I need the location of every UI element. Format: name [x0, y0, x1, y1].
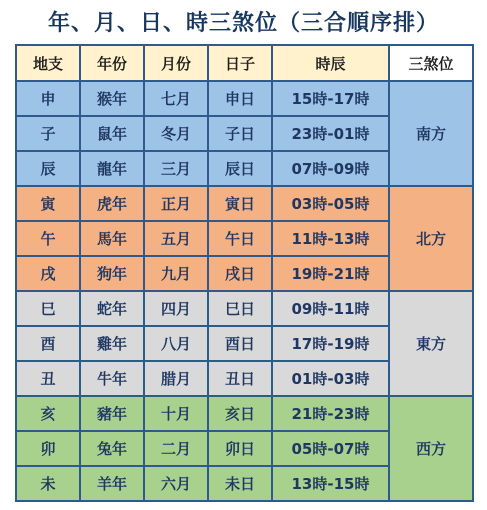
year-cell: 馬年	[80, 221, 144, 256]
hour-cell: 21時-23時	[272, 396, 389, 431]
branch-cell: 午	[16, 221, 80, 256]
header-year: 年份	[80, 45, 144, 81]
hour-cell: 15時-17時	[272, 81, 389, 116]
month-cell: 八月	[144, 326, 208, 361]
header-branch: 地支	[16, 45, 80, 81]
direction-cell: 北方	[389, 186, 473, 291]
year-cell: 虎年	[80, 186, 144, 221]
sansha-table	[15, 44, 474, 502]
year-cell: 狗年	[80, 256, 144, 291]
year-cell: 羊年	[80, 466, 144, 501]
day-cell: 酉日	[208, 326, 272, 361]
branch-cell: 巳	[16, 291, 80, 326]
day-cell: 未日	[208, 466, 272, 501]
hour-cell: 11時-13時	[272, 221, 389, 256]
month-cell: 五月	[144, 221, 208, 256]
branch-cell: 未	[16, 466, 80, 501]
day-cell: 申日	[208, 81, 272, 116]
year-cell: 龍年	[80, 151, 144, 186]
year-cell: 猴年	[80, 81, 144, 116]
header-month: 月份	[144, 45, 208, 81]
branch-cell: 亥	[16, 396, 80, 431]
header-day: 日子	[208, 45, 272, 81]
branch-cell: 丑	[16, 361, 80, 396]
month-cell: 六月	[144, 466, 208, 501]
table-row	[16, 396, 473, 431]
year-cell: 蛇年	[80, 291, 144, 326]
hour-cell: 17時-19時	[272, 326, 389, 361]
month-cell: 十月	[144, 396, 208, 431]
year-cell: 鼠年	[80, 116, 144, 151]
hour-cell: 05時-07時	[272, 431, 389, 466]
month-cell: 三月	[144, 151, 208, 186]
year-cell: 雞年	[80, 326, 144, 361]
day-cell: 丑日	[208, 361, 272, 396]
branch-cell: 酉	[16, 326, 80, 361]
hour-cell: 01時-03時	[272, 361, 389, 396]
month-cell: 四月	[144, 291, 208, 326]
table-row	[16, 291, 473, 326]
direction-cell: 西方	[389, 396, 473, 501]
day-cell: 子日	[208, 116, 272, 151]
branch-cell: 卯	[16, 431, 80, 466]
hour-cell: 19時-21時	[272, 256, 389, 291]
year-cell: 豬年	[80, 396, 144, 431]
table-row	[16, 186, 473, 221]
branch-cell: 辰	[16, 151, 80, 186]
day-cell: 卯日	[208, 431, 272, 466]
month-cell: 二月	[144, 431, 208, 466]
branch-cell: 子	[16, 116, 80, 151]
day-cell: 巳日	[208, 291, 272, 326]
month-cell: 七月	[144, 81, 208, 116]
branch-cell: 寅	[16, 186, 80, 221]
year-cell: 牛年	[80, 361, 144, 396]
hour-cell: 23時-01時	[272, 116, 389, 151]
day-cell: 戌日	[208, 256, 272, 291]
hour-cell: 07時-09時	[272, 151, 389, 186]
hour-cell: 03時-05時	[272, 186, 389, 221]
hour-cell: 13時-15時	[272, 466, 389, 501]
table-row	[16, 81, 473, 116]
month-cell: 九月	[144, 256, 208, 291]
page-title: 年、月、日、時三煞位（三合順序排）	[47, 10, 439, 36]
branch-cell: 申	[16, 81, 80, 116]
day-cell: 午日	[208, 221, 272, 256]
header-direction: 三煞位	[389, 45, 473, 81]
month-cell: 正月	[144, 186, 208, 221]
month-cell: 腊月	[144, 361, 208, 396]
day-cell: 亥日	[208, 396, 272, 431]
direction-cell: 東方	[389, 291, 473, 396]
day-cell: 辰日	[208, 151, 272, 186]
branch-cell: 戌	[16, 256, 80, 291]
direction-cell: 南方	[389, 81, 473, 186]
day-cell: 寅日	[208, 186, 272, 221]
hour-cell: 09時-11時	[272, 291, 389, 326]
month-cell: 冬月	[144, 116, 208, 151]
header-row	[16, 45, 473, 81]
year-cell: 兔年	[80, 431, 144, 466]
header-hour: 時辰	[272, 45, 389, 81]
